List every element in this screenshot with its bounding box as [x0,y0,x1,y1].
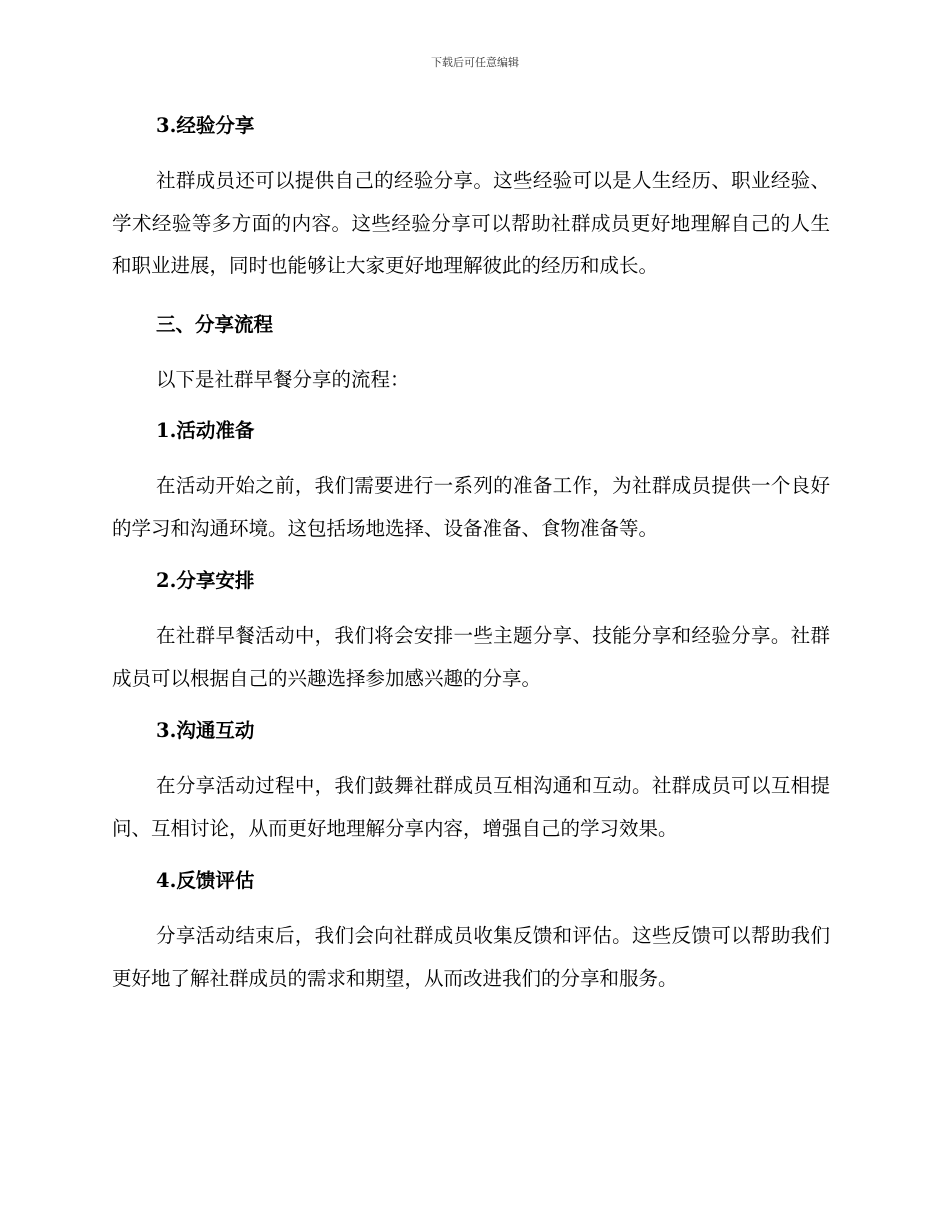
section-heading-communication: 3.沟通互动 [156,719,255,742]
paragraph-activity-prep: 在活动开始之前，我们需要进行一系列的准备工作，为社群成员提供一个良好的学习和沟通环境。这包括场地选择、设备准备、食物准备等。 [112,474,830,540]
section-heading-activity-prep: 1.活动准备 [156,419,255,442]
paragraph-process-intro: 以下是社群早餐分享的流程： [156,367,410,391]
section-heading-sharing-arrangement: 2.分享安排 [156,569,255,592]
section-heading-feedback: 4.反馈评估 [156,869,255,892]
paragraph-communication: 在分享活动过程中，我们鼓舞社群成员互相沟通和互动。社群成员可以互相提问、互相讨论，从而更好地理解分享内容，增强自己的学习效果。 [112,774,830,840]
paragraph-sharing-arrangement: 在社群早餐活动中，我们将会安排一些主题分享、技能分享和经验分享。社群成员可以根据自己的兴趣选择参加感兴趣的分享。 [112,624,830,690]
document-body [112,108,830,1000]
page-header: 下载后可任意编辑 [431,56,519,69]
section-heading-experience-sharing: 3.经验分享 [156,114,255,137]
section-heading-sharing-process: 三、分享流程 [156,312,274,336]
paragraph-experience-sharing: 社群成员还可以提供自己的经验分享。这些经验可以是人生经历、职业经验、学术经验等多方面的内容。这些经验分享可以帮助社群成员更好地理解自己的人生和职业进展，同时也能够让大家更好地理解彼此的经历和成长。 [112,169,830,277]
paragraph-feedback: 分享活动结束后，我们会向社群成员收集反馈和评估。这些反馈可以帮助我们更好地了解社群成员的需求和期望，从而改进我们的分享和服务。 [112,924,830,990]
